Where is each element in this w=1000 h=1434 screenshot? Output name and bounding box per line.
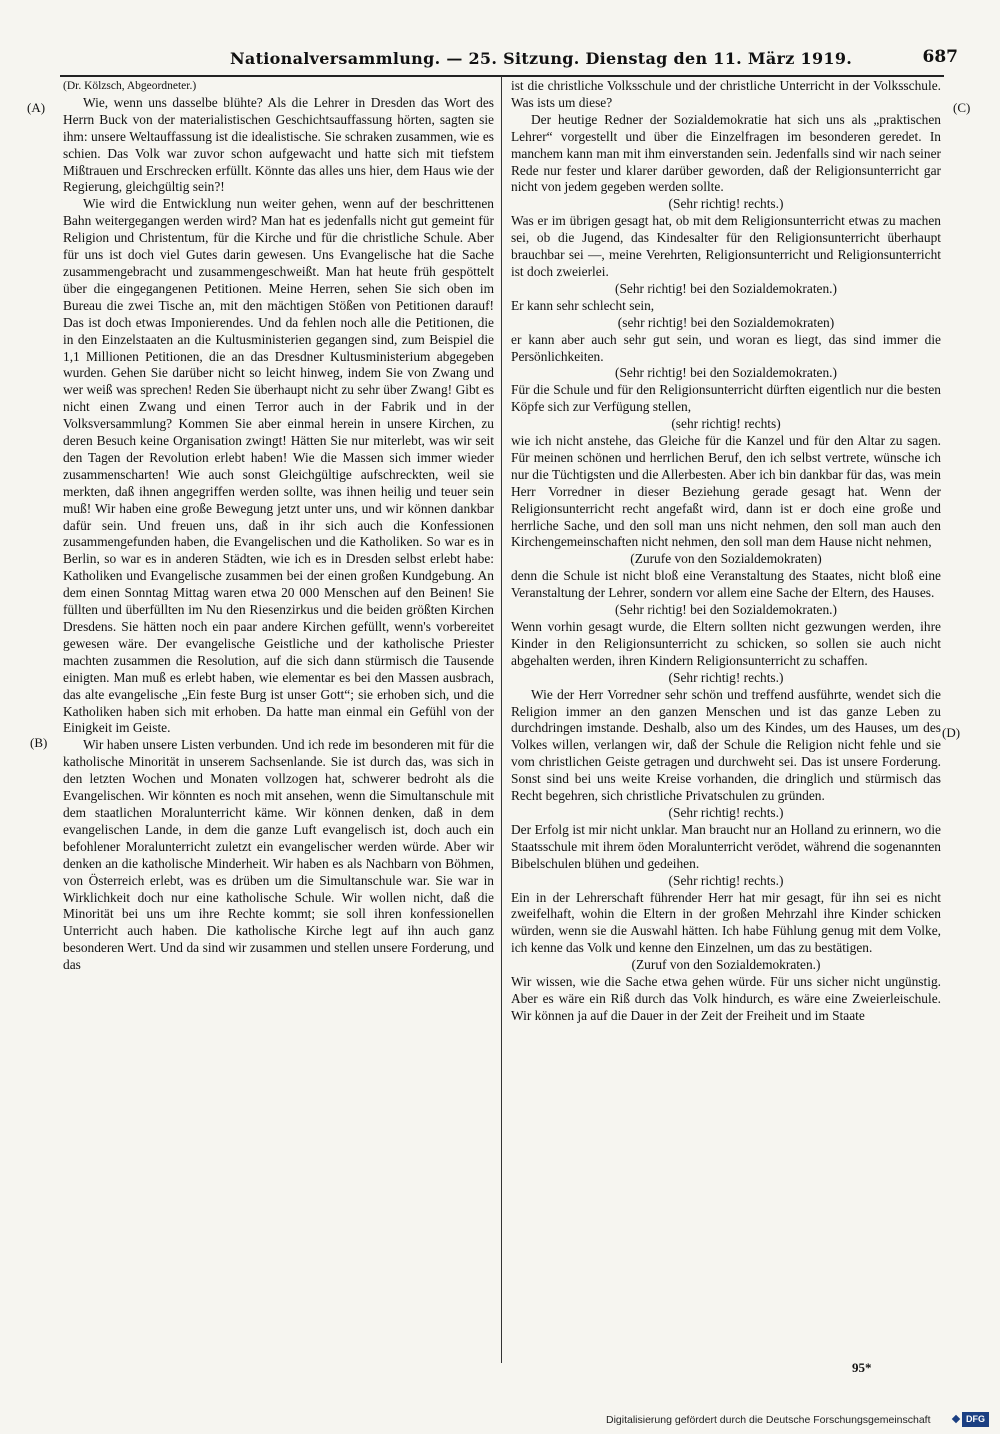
paragraph: er kann aber auch sehr gut sein, und woran es liegt, das sind immer die Persönlichkeiten. (511, 331, 941, 364)
paragraph: Ein in der Lehrerschaft führender Herr hat mir gesagt, für ihn sei es nicht zweifelhaft, wohin die Eltern in der großen Mehrzahl ihre Kinder schicken würden, wenn sie die Auswahl hätten. Ich habe Fühlung genug mit dem Volke, ich kenne das Volk und kenne den Einzelnen, um das zu bestätigen. (511, 889, 941, 956)
paragraph: Für die Schule und für den Religionsunterricht dürften eigentlich nur die besten Köpfe sich zur Verfügung stellen, (511, 382, 941, 415)
paragraph: Wie der Herr Vorredner sehr schön und treffend ausführte, wendet sich die Religion immer an den ganzen Menschen und ist das ganze Leben zu durchdringen imstande. Deshalb, also um des Kindes, um des Hauses, um des Volkes willen, verlangen wir, daß der Schule die Religion nicht fehle und sie vom christlichen Geiste getragen und durchweht sei. Das ist unsere Forderung. Sonst sind bei uns weite Kreise vorhanden, die dringlich und stürmisch das Recht begehren, sich christliche Privatschulen zu gründen. (511, 686, 941, 804)
margin-marker-b: (B) (30, 735, 48, 750)
paragraph: Wenn vorhin gesagt wurde, die Eltern sollten nicht gezwungen werden, ihre Kinder in den Religionsunterricht zu schicken, so sollen sie auch nicht abgehalten werden, ihren Kindern Religionsunterricht zu schaffen. (511, 619, 941, 668)
paragraph: ist die christliche Volksschule und der christliche Unterricht in der Volksschule. Was ists um diese? (511, 78, 941, 110)
speaker-attribution: (Dr. Kölzsch, Abgeordneter.) (63, 80, 197, 92)
header-rule (60, 75, 944, 77)
page-number: 687 (922, 47, 958, 67)
interjection: (Sehr richtig! rechts.) (668, 196, 784, 212)
paragraph: denn die Schule ist nicht bloß eine Veranstaltung des Staates, nicht bloß eine Veranstaltung der Lehrer, sondern vor allem eine Sache der Eltern, des Hauses. (511, 568, 941, 601)
interjection: (Zuruf von den Sozialdemokraten.) (631, 957, 821, 973)
left-column (63, 78, 494, 974)
column-divider (501, 76, 502, 1363)
footer-credit: Digitalisierung gefördert durch die Deutsche Forschungsgemeinschaft (606, 1414, 931, 1426)
interjection: (Sehr richtig! bei den Sozialdemokraten.) (615, 365, 837, 381)
interjection: (Sehr richtig! bei den Sozialdemokraten.) (615, 280, 837, 296)
margin-marker-d: (D) (942, 725, 961, 740)
interjection: (Sehr richtig! rechts.) (668, 804, 784, 820)
interjection: (Zurufe von den Sozialdemokraten) (630, 551, 822, 567)
paragraph: wie ich nicht anstehe, das Gleiche für die Kanzel und für den Altar zu sagen. Für meinen schönen und herrlichen Beruf, den ich selbst vertrete, wünsche ich nur die Tüchtigsten und die Allerbesten. Aber ich bin dankbar für das, was mein Herr Vorredner in dieser Beziehung gerade gesagt hat. Wenn der Religionsunterricht recht angefaßt wird, dann ist er doch eine große und herrliche Sache, und den soll man uns nicht nehmen, den soll man auch den Kirchengemeinschaften nicht nehmen, den soll man dem Hause nicht nehmen, (511, 433, 941, 550)
interjection: (sehr richtig! rechts) (671, 416, 781, 432)
paragraph: Wie wird die Entwicklung nun weiter gehen, wenn auf der beschrittenen Bahn weitergegangen werden wird? Man hat es jedenfalls nicht gut gemeint für Religion und Christentum, für die Kirche und für die christliche Schule. Aber für uns ist doch viel Gutes darin gewesen. Uns Evangelische hat die Sache zusammengebracht und zusammengeschweißt. Man hat heute früh gespöttelt über die eingegangenen Petitionen. Meine Herren, sehen Sie sich oben im Bureau die zwei Tische an, mit den mächtigen Stößen von Petitionen darauf! Das ist doch etwas Imponierendes. Und da fehlen noch alle die Petitionen, die in den Einzelstaaten an die Kultusministerien gegangen sind, zum Beispiel die 1,1 Millionen Petitionen, die an das Dresdner Kultusministerium abgegeben wurden. Gehen Sie darüber nicht so leicht hinweg, indem Sie von Zwang und wer weiß was sprechen! Reden Sie überhaupt nicht zu sehr über Zwang! Gibt es nicht einen Zwang und einen Terror auch in der Fabrik und in der Volksversammlung? Kommen Sie aber einmal herein in unsere Kirchen, zu deren Besuch keine Organisation zwingt! Hätten Sie nur miterlebt, was wir seit den Tagen der Revolution erlebt haben! Wie die Massen sich immer wieder zusammenscharten! Wie auch sonst Gleichgültige aufschreckten, weil sie merkten, daß ihnen angegriffen werden sollte, was ihnen heilig und teuer sein muß! Wir haben eine große Bewegung jetzt unter uns, und wir können dankbar dafür sein. Und freuen uns, daß in ihr sich auch die Konfessionen zusammengefunden haben, die Evangelischen und die Katholiken. So war es in Berlin, so war es in anderen Städten, wie ich es in Dresden selbst erlebt habe: Katholiken und Evangelische zusammen bei der einen großen Kundgebung. An dem einen Sonntag Mittag waren etwa 20 000 Menschen auf den Beinen! Sie füllten und überfüllten im Nu den Riesenzirkus und die beiden größten Kirchen Dresdens. Sie hätten noch ein paar andere Kirchen gefüllt, wenn's vorbereitet gewesen wäre. Der evangelische Geistliche und der katholische Priester machten zusammen die Resolution, auf die sich dann stürmisch die Tausende einigten. Man muß es erlebt haben, wie elementar es bei den Massen ausbrach, das alte evangelische „Ein feste Burg ist unser Gott“; sie erhoben sich, und die Katholiken haben sich mit erhoben. Da hatte man einmal ein Gefühl von der Einigkeit im Geiste. (63, 196, 494, 736)
paragraph: Der Erfolg ist mir nicht unklar. Man braucht nur an Holland zu erinnern, wo die Staatsschule mit ihrem öden Moralunterricht verödet, während die sogenannten Bibelschulen blühen und gedeihen. (511, 821, 941, 871)
margin-marker-c: (C) (953, 100, 971, 115)
interjection: (Sehr richtig! rechts.) (668, 872, 784, 888)
paragraph: Er kann sehr schlecht sein, (511, 297, 655, 313)
paragraph: Der heutige Redner der Sozialdemokratie hat sich uns als „praktischen Lehrer“ vorgestellt und über die Einzelfragen im besonderen geredet. In manchem kann man mit ihm einverstanden sein. Jedenfalls sind wir nach seiner Rede nur fester und klarer darüber geworden, daß der Religionsunterricht gar nicht von jedem gegeben werden sollte. (511, 111, 941, 195)
interjection: (Sehr richtig! bei den Sozialdemokraten.) (615, 602, 837, 618)
paragraph: Wie, wenn uns dasselbe blühte? Als die Lehrer in Dresden das Wort des Herrn Buck von der materialistischen Geschichtsauffassung hörten, sagten sie ihm: unsere Weltauffassung ist die idealistische. Sie schraken zusammen, wie es schien. Das Volk war zuvor schon aufgewacht und hatte sich mit tiefstem Mißtrauen und Erschrecken erfüllt. Könnte das alles uns hier, dem Haus wie der Regierung, gleichgültig sein?! (63, 94, 494, 195)
right-column (511, 78, 941, 1025)
margin-marker-a: (A) (27, 100, 46, 115)
dfg-diamond-icon (952, 1415, 960, 1423)
running-header (60, 49, 960, 75)
header-title: Nationalversammlung. — 25. Sitzung. Dienstag den 11. März 1919. (230, 49, 853, 68)
paragraph: Wir haben unsere Listen verbunden. Und ich rede im besonderen mit für die katholische Minorität in unserem Sachsenlande. Sie ist durch das, was sich in den letzten Wochen und Monaten vollzogen hat, schwerer bedroht als die Evangelischen. Wir könnten es noch mit ansehen, wenn die Simultanschule mit dem staatlichen Moralunterricht käme. Wir können denken, daß in dem evangelischen Lande, in dem die ganze Luft evangelisch ist, doch auch ein befohlener Moralunterricht zuletzt ein evangelischer werden würde. Aber wir denken an die katholische Minderheit. Wir haben es als Nachbarn von Böhmen, von Österreich erlebt, was es drüben um die Simultanschule war. Sie war in Wirklichkeit doch nur eine katholische Schule. Wir wollen nicht, daß die Minorität bei uns um ihre Rechte kommt; sie soll ihren konfessionellen Unterricht auch haben. Die katholische Kirche legt auf ihn auch ganz besonderen Wert. Und da sind wir zusammen und stellen unsere Forderung, und das (63, 737, 494, 973)
interjection: (Sehr richtig! rechts.) (668, 669, 784, 685)
signature-mark: 95* (852, 1360, 872, 1375)
dfg-logo-icon: DFG (962, 1412, 989, 1427)
interjection: (sehr richtig! bei den Sozialdemokraten) (617, 314, 835, 330)
paragraph: Was er im übrigen gesagt hat, ob mit dem Religionsunterricht etwas zu machen sei, ob die Jugend, das Kindesalter für den Religionsunterricht überhaupt brauchbar sei —, meine Verehrten, Religionsunterricht und Religionsunterricht ist doch zweierlei. (511, 213, 941, 279)
paragraph: Wir wissen, wie die Sache etwa gehen würde. Für uns sicher nicht ungünstig. Aber es wäre ein Riß durch das Volk hindurch, es wäre eine Zweierleischule. Wir können ja auf die Dauer in der Zeit der Freiheit und im Staate (511, 974, 941, 1023)
